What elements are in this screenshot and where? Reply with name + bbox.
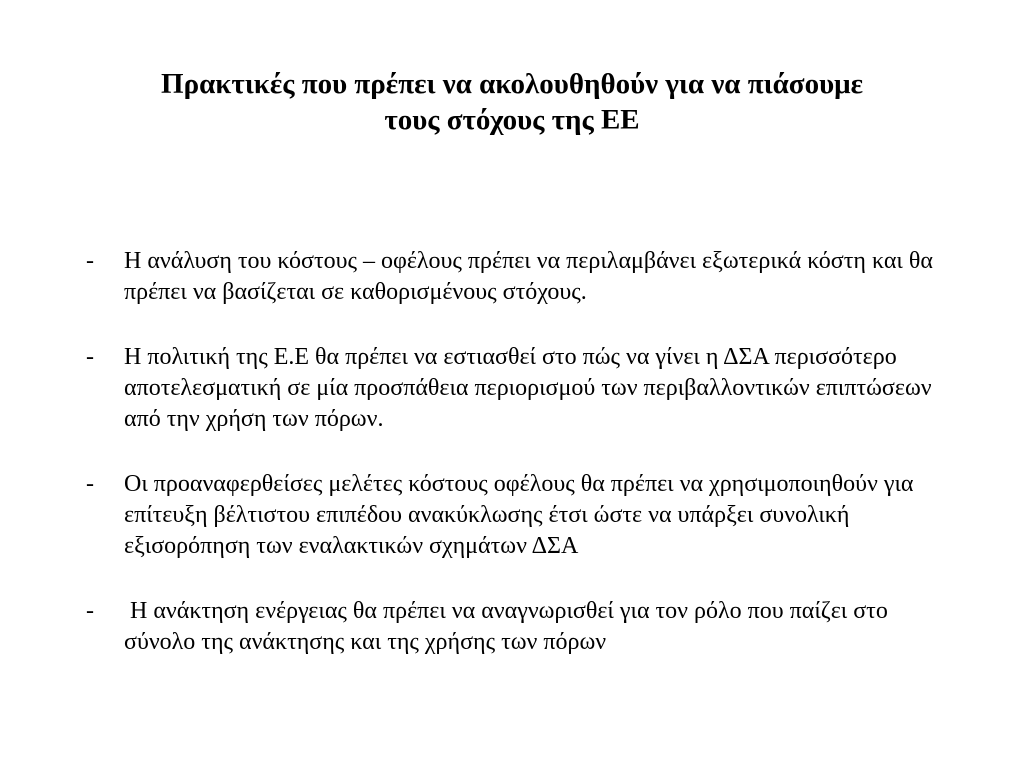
- slide-title: [60, 66, 964, 138]
- bullet-item: [86, 246, 946, 308]
- bullet-text: Η ανάκτηση ενέργειας θα πρέπει να αναγνωρισθεί για τον ρόλο που παίζει στο σύνολο της ανάκτησης και της χρήσης των πόρων: [124, 598, 894, 655]
- bullet-marker: -: [86, 598, 94, 624]
- bullet-text: Η ανάλυση του κόστους – οφέλους πρέπει να περιλαμβάνει εξωτερικά κόστη και θα πρέπει να βασίζεται σε καθορισμένους στόχους.: [124, 248, 933, 305]
- bullet-item: [86, 342, 946, 435]
- bullet-text: Οι προαναφερθείσες μελέτες κόστους οφέλους θα πρέπει να χρησιμοποιηθούν για επίτευξη βέλτιστου επιπέδου ανακύκλωσης έτσι ώστε να υπάρξει συνολική εξισορόπηση των εναλακτικών σχημάτων ΔΣΑ: [124, 471, 914, 559]
- bullet-marker: -: [86, 344, 94, 370]
- bullet-marker: -: [86, 248, 94, 274]
- bullet-marker: -: [86, 471, 94, 497]
- bullet-text: Η πολιτική της Ε.Ε θα πρέπει να εστιασθεί στο πώς να γίνει η ΔΣΑ περισσότερο αποτελεσματική σε μία προσπάθεια περιορισμού των περιβαλλοντικών επιπτώσεων από την χρήση των πόρων.: [124, 344, 932, 432]
- bullet-list: [86, 246, 946, 692]
- bullet-item: [86, 596, 946, 658]
- bullet-item: [86, 469, 946, 562]
- slide-title-line: Πρακτικές που πρέπει να ακολουθηθούν για να πιάσουμε: [161, 68, 863, 100]
- slide-title-line: τους στόχους της ΕΕ: [384, 104, 640, 136]
